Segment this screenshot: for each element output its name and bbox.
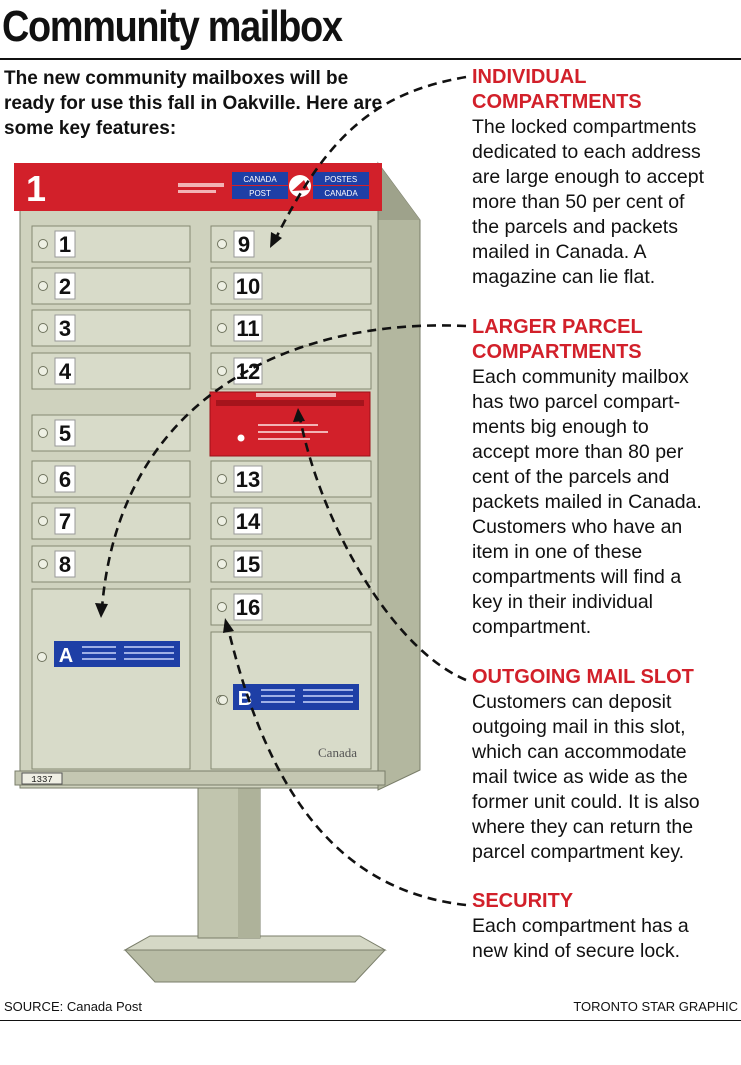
compartment-door-16 [211, 589, 371, 625]
compartment-door-2 [32, 268, 190, 304]
compartment-door-3 [32, 310, 190, 346]
cabinet-side [378, 163, 420, 790]
svg-text:CANADA: CANADA [324, 189, 358, 198]
svg-text:POST: POST [249, 189, 271, 198]
parcel-letter: B [237, 688, 253, 710]
cabinet-base [15, 771, 385, 785]
compartment-door-13 [211, 461, 371, 497]
compartment-number: 8 [58, 552, 72, 577]
compartment-number: 3 [58, 316, 72, 341]
compartment-number: 16 [235, 595, 261, 620]
parcel-compartment-A [32, 589, 190, 769]
feature-heading: INDIVIDUAL COMPARTMENTS [472, 66, 642, 113]
compartment-door-6 [32, 461, 190, 497]
lock-icon [39, 517, 48, 526]
lock-icon [218, 517, 227, 526]
compartment-number: 11 [236, 316, 260, 341]
compartment-door-1 [32, 226, 190, 262]
compartment-number: 7 [58, 509, 72, 534]
feature-body: Customers can deposit outgoing mail in this slot, which can accommodate mail twice as wide as the former unit could. It is also where they can return the parcel compartment key. [472, 691, 700, 863]
compartment-door-15 [211, 546, 371, 582]
compartment-door-10 [211, 268, 371, 304]
compartment-number: 2 [58, 274, 72, 299]
feature-body: Each compartment has a new kind of secure lock. [472, 915, 689, 962]
compartment-number: 13 [235, 467, 261, 492]
compartment-number: 15 [235, 552, 261, 577]
feature-heading: LARGER PARCEL COMPARTMENTS [472, 316, 643, 363]
page-title: Community mailbox [2, 2, 342, 51]
svg-text:POSTES: POSTES [324, 175, 358, 184]
compartment-door-9 [211, 226, 371, 262]
compartment-number: 9 [237, 232, 251, 257]
compartment-number: 4 [58, 359, 72, 384]
pedestal [125, 786, 385, 982]
canada-wordmark: Canada [318, 745, 357, 760]
unit-number: 1 [26, 168, 47, 209]
outgoing-mail-slot [210, 392, 370, 456]
feature-body: Each community mailbox has two parcel compart- ments big enough to accept more than 80 per cent of the parcels and packets mailed in Canada. Customers who have an item in one of these compartments will find a key in their individual compartment. [472, 366, 702, 638]
lock-icon [39, 429, 48, 438]
compartment-door-5 [32, 415, 190, 451]
source-note: SOURCE: Canada Post [4, 999, 143, 1014]
compartment-door-12 [211, 353, 371, 389]
lock-icon [39, 324, 48, 333]
feature-body: The locked compartments dedicated to each address are large enough to accept more than 50 per cent of the parcels and packets mailed in Canada. A magazine can lie flat. [472, 116, 705, 288]
intro-text: The new community mailboxes will be ready for use this fall in Oakville. Here are some key features: [4, 68, 383, 139]
compartment-door-4 [32, 353, 190, 389]
lock-icon [218, 324, 227, 333]
compartment-door-7 [32, 503, 190, 539]
compartment-number: 1 [58, 232, 72, 257]
compartment-number: 12 [235, 359, 261, 384]
lock-icon [218, 603, 227, 612]
lock-icon [39, 282, 48, 291]
compartment-door-14 [211, 503, 371, 539]
compartment-number: 14 [235, 509, 261, 534]
lock-icon [218, 475, 227, 484]
compartment-number: 10 [235, 274, 261, 299]
compartment-door-11 [211, 310, 371, 346]
feature-heading: SECURITY [472, 890, 574, 912]
graphic-credit: TORONTO STAR GRAPHIC [573, 999, 738, 1014]
compartment-number: 6 [58, 467, 72, 492]
lock-icon [218, 367, 227, 376]
lock-icon [219, 696, 228, 705]
compartment-door-8 [32, 546, 190, 582]
svg-text:CANADA: CANADA [243, 175, 277, 184]
lock-icon [218, 282, 227, 291]
parcel-letter: A [58, 645, 74, 667]
lock-icon [39, 560, 48, 569]
lock-icon [39, 367, 48, 376]
lock-icon [218, 240, 227, 249]
feature-heading: OUTGOING MAIL SLOT [472, 666, 694, 688]
serial-plate: 1337 [31, 775, 53, 785]
lock-icon [39, 475, 48, 484]
lock-icon [39, 240, 48, 249]
footer-rule [0, 1020, 741, 1021]
lock-icon [38, 653, 47, 662]
compartment-number: 5 [58, 421, 72, 446]
lock-icon [218, 560, 227, 569]
